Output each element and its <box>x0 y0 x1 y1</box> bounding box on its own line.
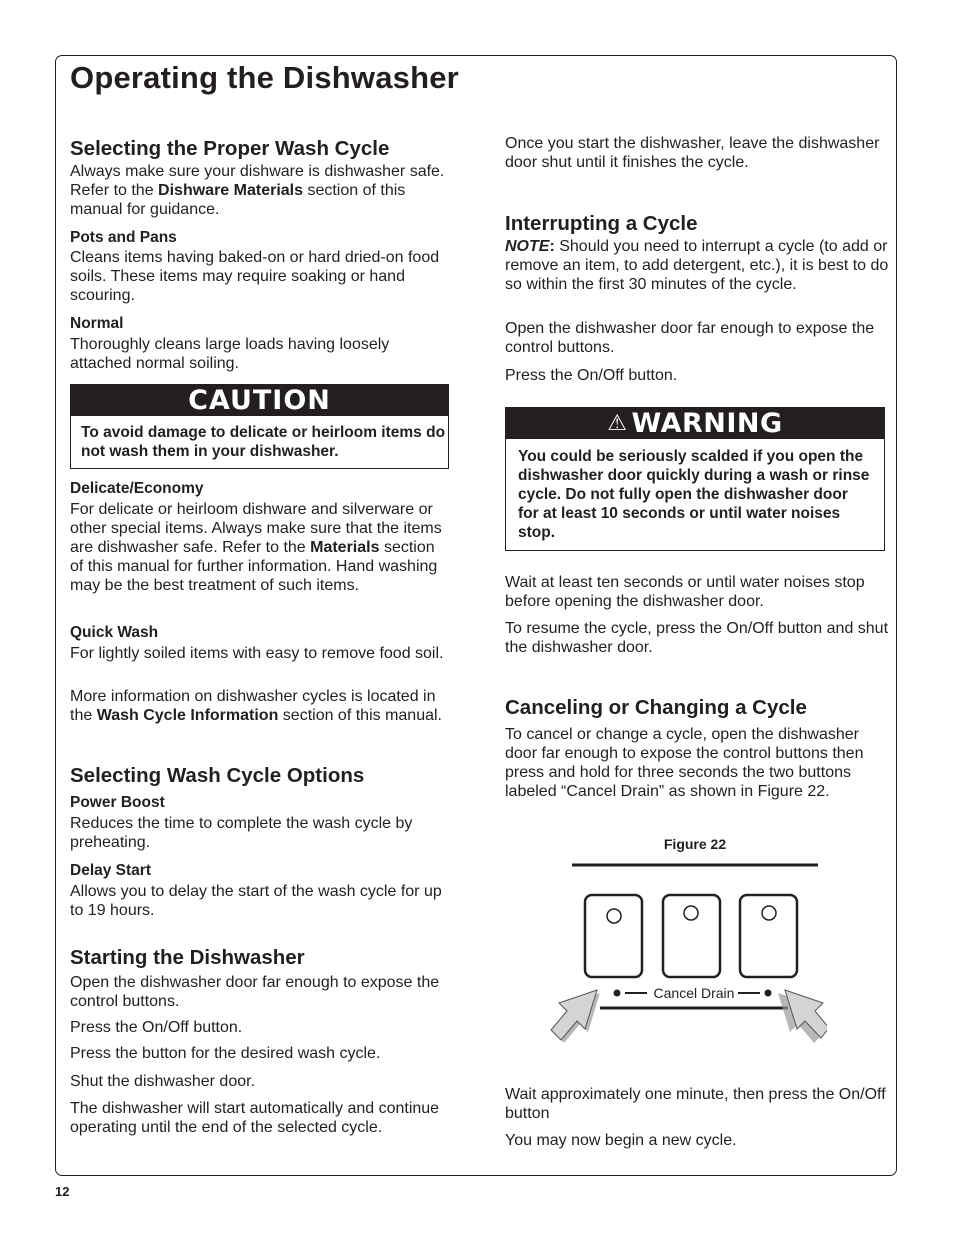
warning-box <box>505 407 885 551</box>
closing-text-2: You may now begin a new cycle. <box>505 1132 737 1149</box>
after-warning-text-2: To resume the cycle, press the On/Off button and shut the dishwasher door. <box>505 620 889 656</box>
heading-selecting-wash-cycle: Selecting the Proper Wash Cycle <box>70 137 390 160</box>
subheading-quick-wash: Quick Wash <box>70 624 159 641</box>
delay-start-text: Allows you to delay the start of the wash cycle for up to 19 hours. <box>70 883 442 919</box>
page-title: Operating the Dishwasher <box>70 60 459 95</box>
normal-text: Thoroughly cleans large loads having loosely attached normal soiling. <box>70 336 390 372</box>
page-number: 12 <box>55 1184 70 1199</box>
subheading-power-boost: Power Boost <box>70 794 165 811</box>
control-button-left <box>585 895 642 977</box>
selecting-cycle-intro: Always make sure your dishware is dishwasher safe. Refer to the Dishware Materials section of this manual for guidance. <box>70 163 445 218</box>
figure-caption: Figure 22 <box>663 836 727 852</box>
pots-and-pans-text: Cleans items having baked-on or hard dried-on food soils. These items may require soaking or hand scouring. <box>70 249 440 304</box>
closing-text-1: Wait approximately one minute, then press the On/Off button <box>505 1086 886 1122</box>
canceling-text: To cancel or change a cycle, open the dishwasher door far enough to expose the control buttons then press and hold for three seconds the two buttons labeled “Cancel Drain” as shown in Figure 22. <box>505 726 864 800</box>
warning-triangle-icon: ⚠ <box>607 411 628 436</box>
caution-label: CAUTION <box>71 385 448 416</box>
control-buttons-figure <box>545 862 827 1052</box>
starting-step-2: Press the On/Off button. <box>70 1019 243 1036</box>
arrow-right-icon <box>778 990 827 1043</box>
cancel-drain-label: Cancel Drain <box>653 985 735 1001</box>
start-note-text: Once you start the dishwasher, leave the dishwasher door shut until it finishes the cycle. <box>505 135 880 171</box>
subheading-delicate-economy: Delicate/Economy <box>70 480 204 497</box>
warning-header <box>506 408 884 439</box>
heading-canceling-cycle: Canceling or Changing a Cycle <box>505 696 807 719</box>
caution-box <box>70 384 449 469</box>
starting-step-3: Press the button for the desired wash cycle. <box>70 1045 381 1062</box>
starting-step-5: The dishwasher will start automatically and continue operating until the end of the selected cycle. <box>70 1100 440 1136</box>
subheading-pots-and-pans: Pots and Pans <box>70 229 177 246</box>
subheading-normal: Normal <box>70 315 124 332</box>
cancel-drain-right-dot <box>765 990 772 997</box>
arrow-left-icon <box>551 990 600 1043</box>
interrupting-step-1: Open the dishwasher door far enough to expose the control buttons. <box>505 320 875 356</box>
more-information-text: More information on dishwasher cycles is located in the Wash Cycle Information section of this manual. <box>70 688 442 724</box>
control-button-right <box>740 895 797 977</box>
interrupting-step-2: Press the On/Off button. <box>505 367 678 384</box>
starting-step-1: Open the dishwasher door far enough to expose the control buttons. <box>70 974 440 1010</box>
heading-starting-dishwasher: Starting the Dishwasher <box>70 946 305 969</box>
power-boost-text: Reduces the time to complete the wash cycle by preheating. <box>70 815 413 851</box>
quick-wash-text: For lightly soiled items with easy to remove food soil. <box>70 645 444 662</box>
after-warning-text-1: Wait at least ten seconds or until water noises stop before opening the dishwasher door. <box>505 574 865 610</box>
heading-wash-cycle-options: Selecting Wash Cycle Options <box>70 764 365 787</box>
delicate-economy-text: For delicate or heirloom dishware and silverware or other special items. Always make sure that the items are dishwasher safe. Refer to the Materials section of this manual for further information. Hand washing may be the best treatment of such items. <box>70 501 442 594</box>
starting-step-4: Shut the dishwasher door. <box>70 1073 256 1090</box>
heading-interrupting-cycle: Interrupting a Cycle <box>505 212 698 235</box>
control-button-middle <box>663 895 720 977</box>
interrupting-note: NOTE: Should you need to interrupt a cycle (to add or remove an item, to add detergent, etc.), it is best to do so within the first 30 minutes of the cycle. <box>505 238 889 293</box>
caution-text: To avoid damage to delicate or heirloom items do not wash them in your dishwasher. <box>81 424 446 460</box>
warning-text: You could be seriously scalded if you open the dishwasher door quickly during a wash or rinse cycle. Do not fully open the dishwasher door for at least 10 seconds or until water noises stop. <box>518 448 870 541</box>
cancel-drain-left-dot <box>614 990 621 997</box>
subheading-delay-start: Delay Start <box>70 862 151 879</box>
warning-label: WARNING <box>631 408 783 439</box>
